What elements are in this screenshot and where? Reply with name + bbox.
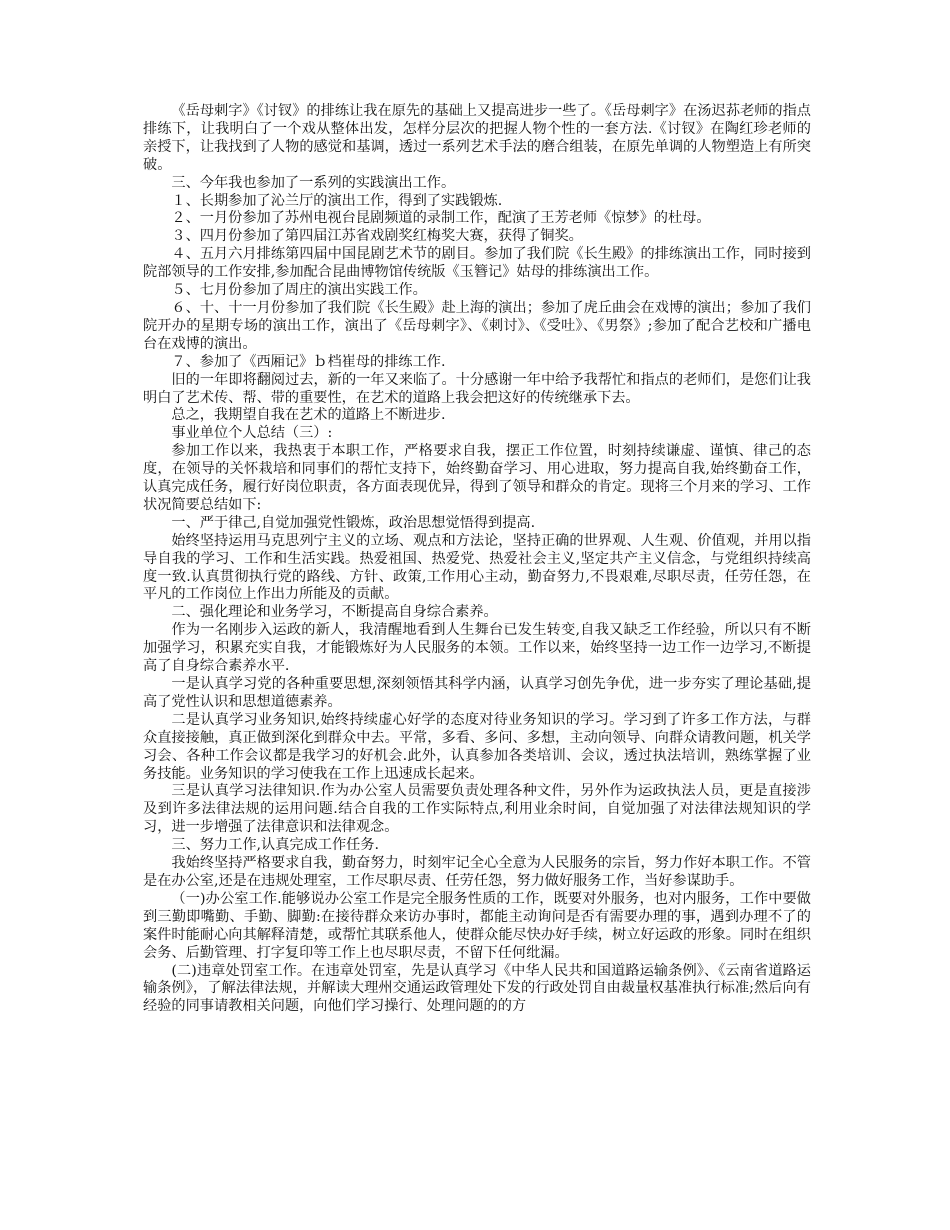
document-body <box>143 103 811 1016</box>
paragraph: 旧的一年即将翻阅过去，新的一年又来临了。十分感谢一年中给予我帮忙和指点的老师们，是您们让我明白了艺术传、帮、带的重要性，在艺术的道路上我会把这好的传统继承下去。 <box>143 371 811 406</box>
paragraph: 一是认真学习党的各种重要思想,深刻领悟其科学内涵，认真学习创先争优，进一步夯实了理论基础,提高了党性认识和思想道德素养。 <box>143 676 811 710</box>
paragraph: 作为一名刚步入运政的新人，我清醒地看到人生舞台已发生转变,自我又缺乏工作经验，所以只有不断加强学习，积累充实自我，才能锻炼好为人民服务的本领。工作以来，始终坚持一边工作一边学习,不断提高了自身综合素养水平. <box>143 622 811 675</box>
list-item: ７、参加了《西厢记》ｂ档崔母的排练工作. <box>171 353 446 370</box>
list-item: ４、五月六月排练第四届中国昆剧艺术节的剧目。参加了我们院《长生殿》的排练演出工作，同时接到院部领导的工作安排,参加配合昆曲博物馆传统版《玉簪记》姑母的排练演出工作。 <box>143 246 811 281</box>
list-item: １、长期参加了沁兰厅的演出工作，得到了实践锻炼. <box>171 192 503 209</box>
paragraph: 二是认真学习业务知识,始终持续虚心好学的态度对待业务知识的学习。学习到了许多工作方法，与群众直接接触，真正做到深化到群众中去。平常，多看、多问、多想，主动向领导、向群众请教问题，机关学习会、各种工作会议都是我学习的好机会.此外，认真参加各类培训、会议，透过执法培训，熟练掌握了业务技能。业务知识的学习使我在工作上迅速成长起来。 <box>143 711 811 782</box>
paragraph: 始终坚持运用马克思列宁主义的立场、观点和方法论，坚持正确的世界观、人生观、价值观，并用以指导自我的学习、工作和生活实践。热爱祖国、热爱党、热爱社会主义,坚定共产主义信念，与党组织持续高度一致.认真贯彻执行党的路线、方针、政策,工作用心主动，勤奋努力,不畏艰难,尽职尽责，任劳任怨，在平凡的工作岗位上作出力所能及的贡献。 <box>143 532 811 603</box>
list-item: ３、四月份参加了第四届江苏省戏剧奖红梅奖大赛，获得了铜奖。 <box>171 228 583 245</box>
paragraph: 《岳母刺字》《讨钗》的排练让我在原先的基础上又提高进步一些了。《岳母刺字》在汤迟荪老师的指点排练下，让我明白了一个戏从整体出发，怎样分层次的把握人物个性的一套方法.《讨钗》在陶红珍老师的亲授下，让我找到了人物的感觉和基调，透过一系列艺术手法的磨合组装，在原先单调的人物塑造上有所突破。 <box>143 103 811 173</box>
paragraph: (二)违章处罚室工作。在违章处罚室，先是认真学习《中华人民共和国道路运输条例》、《云南省道路运输条例》，了解法律法规，并解读大理州交通运政管理处下发的行政处罚自由裁量权基准执行标准;然后向有经验的同事请教相关问题，向他们学习操行、处理问题的的方 <box>143 962 811 1015</box>
section-heading: 三、今年我也参加了一系列的实践演出工作。 <box>171 174 456 191</box>
list-item: ２、一月份参加了苏州电视台昆剧频道的录制工作，配演了王芳老师《惊梦》的杜母。 <box>171 210 711 227</box>
paragraph: 参加工作以来，我热衷于本职工作，严格要求自我，摆正工作位置，时刻持续谦虚、谨慎、律己的态度，在领导的关怀栽培和同事们的帮忙支持下，始终勤奋学习、用心进取，努力提高自我,始终勤奋工作，认真完成任务，履行好岗位职责，各方面表现优异，得到了领导和群众的肯定。现将三个月来的学习、工作状况简要总结如下: <box>143 443 811 513</box>
paragraph: 我始终坚持严格要求自我，勤奋努力，时刻牢记全心全意为人民服务的宗旨，努力作好本职工作。不管是在办公室,还是在违规处理室，工作尽职尽责、任劳任怨，努力做好服务工作，当好参谋助手。 <box>143 855 811 889</box>
paragraph: 总之，我期望自我在艺术的道路上不断进步. <box>171 407 446 424</box>
list-item: ６、十、十一月份参加了我们院《长生殿》赴上海的演出；参加了虎丘曲会在戏博的演出；参加了我们院开办的星期专场的演出工作，演出了《岳母刺字》、《刺讨》、《受吐》、《男祭》;参加了配合艺校和广播电台在戏博的演出。 <box>143 299 811 352</box>
list-item: ５、七月份参加了周庄的演出实践工作。 <box>171 282 427 299</box>
section-title: 事业单位个人总结（三）: <box>171 425 333 442</box>
paragraph: 三是认真学习法律知识.作为办公室人员需要负责处理各种文件，另外作为运政执法人员，更是直接涉及到许多法律法规的运用问题.结合自我的工作实际特点,利用业余时间，自觉加强了对法律法规知识的学习，进一步增强了法律意识和法律观念。 <box>143 783 811 836</box>
section-heading: 二、强化理论和业务学习，不断提高自身综合素养。 <box>171 604 498 621</box>
section-heading: 三、努力工作,认真完成工作任务. <box>171 837 380 854</box>
paragraph: （一)办公室工作.能够说办公室工作是完全服务性质的工作，既要对外服务，也对内服务，工作中要做到三勤即嘴勤、手勤、脚勤:在接待群众来访办事时，都能主动询问是否有需要办理的事，遇到办理不了的案件时能耐心向其解释清楚，或帮忙其联系他人，使群众能尽快办好手续，树立好运政的形象。同时在组织会务、后勤管理、打字复印等工作上也尽职尽责，不留下任何纰漏。 <box>143 890 811 961</box>
section-heading: 一、严于律己,自觉加强党性锻炼，政治思想觉悟得到提高. <box>171 514 536 531</box>
